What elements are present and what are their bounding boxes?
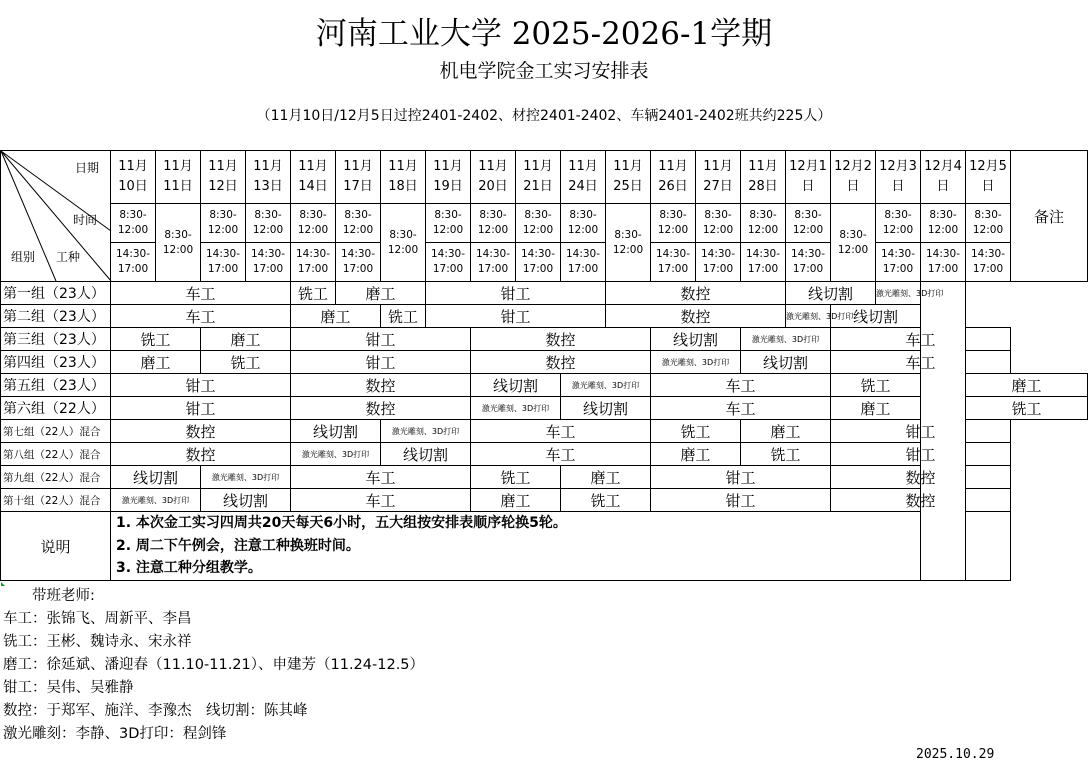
time-am-cell: 8:30-12:00 bbox=[741, 204, 786, 243]
time-pm-cell: 14:30-17:00 bbox=[336, 243, 381, 282]
schedule-cell: 车工 bbox=[111, 305, 291, 328]
time-pm-cell: 14:30-17:00 bbox=[516, 243, 561, 282]
teacher-heading: 带班老师: bbox=[3, 588, 95, 604]
date-cell: 11月20日 bbox=[471, 151, 516, 204]
corner-type-label: 工种 bbox=[56, 250, 81, 264]
time-pm-cell: 14:30-17:00 bbox=[741, 243, 786, 282]
schedule-cell: 钳工 bbox=[291, 328, 471, 351]
time-am-cell: 8:30-12:00 bbox=[201, 204, 246, 243]
schedule-cell: 钳工 bbox=[111, 374, 291, 397]
schedule-cell: 激光雕刻、3D打印 bbox=[201, 466, 291, 489]
schedule-cell: 铣工 bbox=[381, 305, 426, 328]
schedule-cell: 磨工 bbox=[291, 305, 381, 328]
teacher-line: 车工：张锦飞、周新平、李昌 bbox=[3, 611, 192, 627]
schedule-table bbox=[0, 150, 1088, 581]
schedule-cell: 数控 bbox=[471, 328, 651, 351]
page-title: 河南工业大学 2025-2026-1学期 bbox=[315, 16, 773, 52]
schedule-cell: 数控 bbox=[471, 351, 651, 374]
schedule-cell: 线切割 bbox=[741, 351, 831, 374]
time-am-cell: 8:30-12:00 bbox=[291, 204, 336, 243]
date-cell: 11月28日 bbox=[741, 151, 786, 204]
group-row bbox=[1, 282, 1088, 305]
schedule-cell: 铣工 bbox=[651, 420, 741, 443]
schedule-cell: 车工 bbox=[471, 420, 651, 443]
header-corner bbox=[1, 151, 111, 282]
schedule-cell: 车工 bbox=[111, 282, 291, 305]
schedule-cell: 激光雕刻、3D打印 bbox=[381, 420, 471, 443]
corner-group-label: 组别 bbox=[11, 250, 36, 264]
schedule-cell: 激光雕刻、3D打印 bbox=[561, 374, 651, 397]
schedule-cell: 车工 bbox=[831, 328, 1011, 351]
schedule-cell: 数控 bbox=[831, 466, 1011, 489]
date-cell: 12月4日 bbox=[921, 151, 966, 204]
schedule-cell: 钳工 bbox=[426, 282, 606, 305]
time-am-cell: 8:30-12:00 bbox=[336, 204, 381, 243]
schedule-cell: 铣工 bbox=[471, 466, 561, 489]
group-row bbox=[1, 328, 1088, 351]
group-name: 第四组（23人） bbox=[1, 351, 111, 374]
time-full-cell: 8:30-12:00 bbox=[156, 204, 201, 282]
schedule-cell: 线切割 bbox=[831, 305, 921, 328]
schedule-cell: 数控 bbox=[291, 374, 471, 397]
group-row bbox=[1, 420, 1088, 443]
time-am-cell: 8:30-12:00 bbox=[471, 204, 516, 243]
date-cell: 12月1日 bbox=[786, 151, 831, 204]
schedule-cell: 数控 bbox=[606, 305, 786, 328]
group-row bbox=[1, 489, 1088, 512]
schedule-cell: 车工 bbox=[291, 466, 471, 489]
schedule-cell: 铣工 bbox=[201, 351, 291, 374]
corner-time-label: 时间 bbox=[73, 213, 98, 227]
time-pm-cell: 14:30-17:00 bbox=[201, 243, 246, 282]
schedule-cell: 钳工 bbox=[651, 489, 831, 512]
group-name: 第一组（23人） bbox=[1, 282, 111, 305]
schedule-cell: 激光雕刻、3D打印 bbox=[651, 351, 741, 374]
time-am-cell: 8:30-12:00 bbox=[246, 204, 291, 243]
date-cell: 11月10日 bbox=[111, 151, 156, 204]
date-cell: 11月24日 bbox=[561, 151, 606, 204]
schedule-cell: 磨工 bbox=[831, 397, 921, 420]
date-cell: 12月5日 bbox=[966, 151, 1011, 204]
remarks-label: 说明 bbox=[1, 512, 111, 581]
group-name: 第三组（23人） bbox=[1, 328, 111, 351]
schedule-cell: 数控 bbox=[291, 397, 471, 420]
time-full-cell: 8:30-12:00 bbox=[381, 204, 426, 282]
schedule-cell: 激光雕刻、3D打印 bbox=[111, 489, 201, 512]
time-am-cell: 8:30-12:00 bbox=[966, 204, 1011, 243]
date-cell: 11月13日 bbox=[246, 151, 291, 204]
teacher-line: 数控：于郑军、施洋、李豫杰 线切割：陈其峰 bbox=[3, 703, 308, 719]
schedule-cell: 线切割 bbox=[471, 374, 561, 397]
time-pm-cell: 14:30-17:00 bbox=[561, 243, 606, 282]
schedule-cell: 激光雕刻、3D打印 bbox=[291, 443, 381, 466]
schedule-cell: 铣工 bbox=[741, 443, 831, 466]
remark-line: 3. 注意工种分组教学。 bbox=[116, 560, 262, 577]
schedule-cell: 激光雕刻、3D打印 bbox=[741, 328, 831, 351]
schedule-cell: 线切割 bbox=[201, 489, 291, 512]
date-cell: 12月2日 bbox=[831, 151, 876, 204]
schedule-cell: 钳工 bbox=[291, 351, 471, 374]
group-name: 第七组（22人）混合 bbox=[1, 420, 111, 443]
schedule-cell: 钳工 bbox=[111, 397, 291, 420]
schedule-cell: 线切割 bbox=[561, 397, 651, 420]
schedule-cell: 磨工 bbox=[111, 351, 201, 374]
footer-date: 2025.10.29 bbox=[916, 747, 995, 762]
time-am-cell: 8:30-12:00 bbox=[111, 204, 156, 243]
teacher-list bbox=[3, 585, 424, 746]
time-pm-cell: 14:30-17:00 bbox=[471, 243, 516, 282]
time-full-cell: 8:30-12:00 bbox=[606, 204, 651, 282]
schedule-cell: 钳工 bbox=[831, 420, 1011, 443]
time-pm-cell: 14:30-17:00 bbox=[786, 243, 831, 282]
time-pm-cell: 14:30-17:00 bbox=[696, 243, 741, 282]
time-pm-cell: 14:30-17:00 bbox=[966, 243, 1011, 282]
page-subtitle: 机电学院金工实习安排表 bbox=[439, 60, 649, 82]
time-pm-cell: 14:30-17:00 bbox=[426, 243, 471, 282]
teacher-line: 铣工：王彬、魏诗永、宋永祥 bbox=[3, 634, 192, 650]
schedule-cell: 铣工 bbox=[831, 374, 921, 397]
group-name: 第二组（23人） bbox=[1, 305, 111, 328]
group-name: 第八组（22人）混合 bbox=[1, 443, 111, 466]
time-pm-cell: 14:30-17:00 bbox=[291, 243, 336, 282]
schedule-cell: 磨工 bbox=[471, 489, 561, 512]
date-cell: 11月25日 bbox=[606, 151, 651, 204]
schedule-cell: 线切割 bbox=[651, 328, 741, 351]
schedule-cell: 磨工 bbox=[561, 466, 651, 489]
time-am-cell: 8:30-12:00 bbox=[426, 204, 471, 243]
schedule-cell: 数控 bbox=[111, 443, 291, 466]
group-name: 第九组（22人）混合 bbox=[1, 466, 111, 489]
schedule-cell: 磨工 bbox=[201, 328, 291, 351]
group-row bbox=[1, 351, 1088, 374]
corner-date-label: 日期 bbox=[75, 161, 100, 175]
schedule-cell: 钳工 bbox=[831, 443, 1011, 466]
remark-line: 2. 周二下午例会，注意工种换班时间。 bbox=[116, 537, 360, 554]
schedule-cell: 数控 bbox=[831, 489, 1011, 512]
group-name: 第十组（22人）混合 bbox=[1, 489, 111, 512]
remark-header: 备注 bbox=[1011, 151, 1088, 282]
schedule-cell: 磨工 bbox=[966, 374, 1088, 397]
date-cell: 11月19日 bbox=[426, 151, 471, 204]
schedule-cell: 磨工 bbox=[651, 443, 741, 466]
schedule-cell: 车工 bbox=[651, 397, 831, 420]
schedule-cell: 铣工 bbox=[561, 489, 651, 512]
schedule-cell: 磨工 bbox=[741, 420, 831, 443]
schedule-cell: 磨工 bbox=[336, 282, 426, 305]
time-am-cell: 8:30-12:00 bbox=[651, 204, 696, 243]
schedule-cell: 数控 bbox=[606, 282, 786, 305]
group-name: 第五组（23人） bbox=[1, 374, 111, 397]
date-cell: 11月18日 bbox=[381, 151, 426, 204]
teacher-line: 磨工：徐延斌、潘迎春（11.10-11.21）、申建芳（11.24-12.5） bbox=[3, 657, 425, 673]
date-cell: 11月17日 bbox=[336, 151, 381, 204]
date-cell: 11月14日 bbox=[291, 151, 336, 204]
schedule-cell: 数控 bbox=[111, 420, 291, 443]
time-am-cell: 8:30-12:00 bbox=[561, 204, 606, 243]
group-row bbox=[1, 466, 1088, 489]
time-am-row bbox=[1, 204, 1088, 243]
group-row bbox=[1, 443, 1088, 466]
schedule-cell: 铣工 bbox=[966, 397, 1088, 420]
date-header-row bbox=[1, 151, 1088, 204]
schedule-cell: 钳工 bbox=[651, 466, 831, 489]
date-cell: 12月3日 bbox=[876, 151, 921, 204]
remark-line: 1. 本次金工实习四周共20天每天6小时，五大组按安排表顺序轮换5轮。 bbox=[116, 515, 567, 532]
teacher-line: 激光雕刻：李静、3D打印：程剑锋 bbox=[3, 726, 227, 742]
date-cell: 11月26日 bbox=[651, 151, 696, 204]
time-am-cell: 8:30-12:00 bbox=[696, 204, 741, 243]
date-cell: 11月11日 bbox=[156, 151, 201, 204]
schedule-cell: 线切割 bbox=[381, 443, 471, 466]
group-name: 第六组（22人） bbox=[1, 397, 111, 420]
schedule-cell: 钳工 bbox=[426, 305, 606, 328]
time-full-cell: 8:30-12:00 bbox=[831, 204, 876, 282]
schedule-cell: 车工 bbox=[651, 374, 831, 397]
time-am-cell: 8:30-12:00 bbox=[786, 204, 831, 243]
schedule-cell: 铣工 bbox=[111, 328, 201, 351]
date-cell: 11月27日 bbox=[696, 151, 741, 204]
time-am-cell: 8:30-12:00 bbox=[876, 204, 921, 243]
class-note: （11月10日/12月5日过控2401-2402、材控2401-2402、车辆2401-2402班共约225人） bbox=[256, 108, 832, 124]
schedule-cell: 线切割 bbox=[291, 420, 381, 443]
time-pm-cell: 14:30-17:00 bbox=[921, 243, 966, 282]
schedule-cell: 线切割 bbox=[786, 282, 876, 305]
time-am-cell: 8:30-12:00 bbox=[921, 204, 966, 243]
date-cell: 11月12日 bbox=[201, 151, 246, 204]
schedule-cell: 车工 bbox=[471, 443, 651, 466]
time-pm-cell: 14:30-17:00 bbox=[246, 243, 291, 282]
schedule-cell: 铣工 bbox=[291, 282, 336, 305]
schedule-cell: 线切割 bbox=[111, 466, 201, 489]
time-pm-cell: 14:30-17:00 bbox=[111, 243, 156, 282]
remarks-content bbox=[111, 512, 1011, 581]
date-cell: 11月21日 bbox=[516, 151, 561, 204]
schedule-cell: 车工 bbox=[291, 489, 471, 512]
schedule-cell: 车工 bbox=[831, 351, 1011, 374]
time-am-cell: 8:30-12:00 bbox=[516, 204, 561, 243]
schedule-cell: 激光雕刻、3D打印 bbox=[876, 282, 921, 305]
time-pm-cell: 14:30-17:00 bbox=[651, 243, 696, 282]
schedule-cell: 激光雕刻、3D打印 bbox=[471, 397, 561, 420]
teacher-line: 钳工：吴伟、吴雅静 bbox=[3, 680, 134, 696]
remarks-row bbox=[1, 512, 1088, 581]
schedule-cell: 激光雕刻、3D打印 bbox=[786, 305, 831, 328]
time-pm-cell: 14:30-17:00 bbox=[876, 243, 921, 282]
